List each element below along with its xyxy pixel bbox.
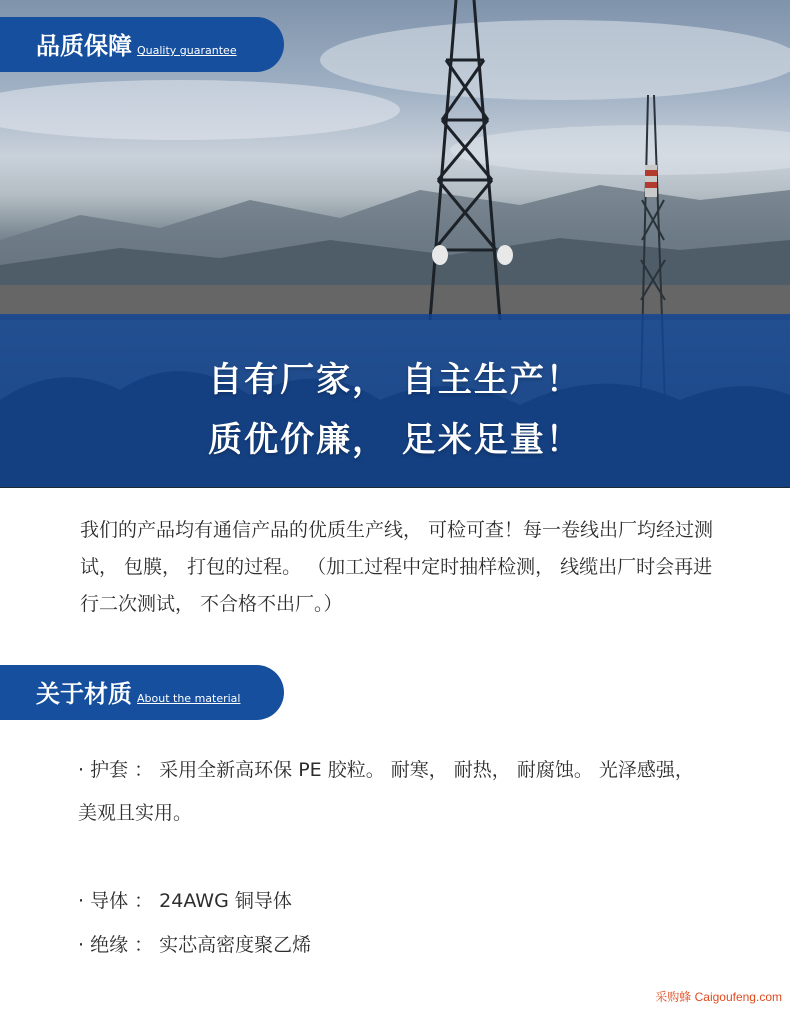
material-item-conductor: · 导体 ： 24AWG 铜导体	[78, 890, 292, 912]
section-title-en: About the material	[137, 692, 241, 705]
material-item-jacket: · 护套 ： 采用全新高环保 PE 胶粒。 耐寒， 耐热， 耐腐蚀。 光泽感强， 美观且实用。	[78, 759, 694, 824]
material-item-insulation: · 绝缘 ： 实芯高密度聚乙烯	[78, 934, 312, 956]
slogan-line-2: 质优价廉， 足米足量！	[208, 420, 582, 460]
hero-image	[0, 0, 790, 488]
section-header-material	[0, 665, 284, 720]
section-header-quality	[0, 17, 284, 72]
watermark: 采购蜂 Caigoufeng.com	[655, 990, 782, 1004]
section-title-cn: 关于材质	[36, 680, 132, 708]
section-title-en: Quality guarantee	[137, 44, 237, 57]
intro-paragraph: 我们的产品均有通信产品的优质生产线， 可检可查！每一卷线出厂均经过测试， 包膜， 打包的过程。 （加工过程中定时抽样检测， 线缆出厂时会再进行二次测试， 不合格不出厂。）	[80, 519, 714, 615]
slogan-line-1: 自有厂家， 自主生产！	[208, 360, 582, 400]
section-title-cn: 品质保障	[36, 32, 132, 60]
